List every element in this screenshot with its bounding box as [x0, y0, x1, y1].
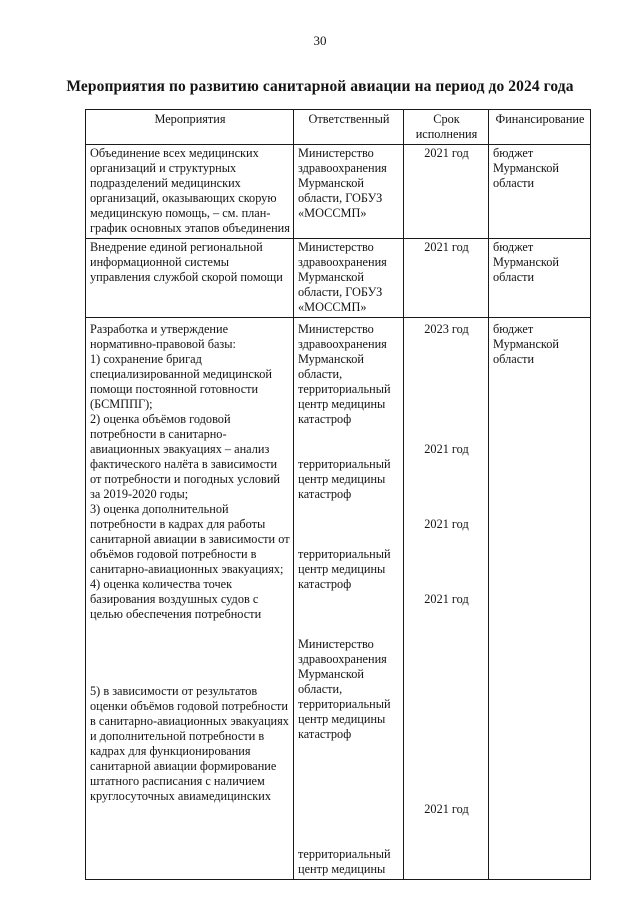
- deadline-5: 2021 год: [424, 802, 469, 816]
- page-number: 30: [313, 33, 327, 48]
- deadline-4: 2021 год: [424, 592, 469, 606]
- table-row: [86, 145, 591, 239]
- header-deadline: Срок исполнения: [404, 110, 489, 145]
- deadline-cell: 2021 год: [404, 145, 489, 239]
- funding-cell: [489, 318, 591, 880]
- table-header-row: [86, 110, 591, 145]
- funding-1: бюджет Мурманской области: [493, 322, 560, 366]
- responsible-4: Министерство здравоохранения Мурманской области, территориальный центр медицины катастроф: [298, 637, 391, 741]
- measure-item-2: 2) оценка объёмов годовой потребности в санитарно-авиационных эвакуациях – анализ фактического налёта в зависимости от потребности и погодных условий за 2019-2020 годы;: [90, 412, 281, 501]
- measure-item-4: 4) оценка количества точек базирования воздушных судов с целью обеспечения потребности: [90, 577, 262, 621]
- responsible-2: территориальный центр медицины катастроф: [298, 457, 391, 501]
- responsible-3: территориальный центр медицины катастроф: [298, 547, 391, 591]
- measure-cell: Внедрение единой региональной информационной системы управления службой скорой помощи: [86, 239, 294, 318]
- responsible-cell: Министерство здравоохранения Мурманской области, ГОБУЗ «МОССМП»: [294, 239, 404, 318]
- measures-table: [85, 109, 591, 880]
- measure-item-1: 1) сохранение бригад специализированной медицинской помощи постоянной готовности (БСМППГ);: [90, 352, 272, 411]
- deadline-1: 2023 год: [424, 322, 469, 336]
- measure-cell: [86, 318, 294, 880]
- header-funding: Финансирование: [489, 110, 591, 145]
- page-title: Мероприятия по развитию санитарной авиации на период до 2024 года: [66, 78, 574, 95]
- responsible-5: территориальный центр медицины: [298, 847, 391, 876]
- header-responsible: Ответственный: [294, 110, 404, 145]
- responsible-1: Министерство здравоохранения Мурманской области, территориальный центр медицины катастроф: [298, 322, 391, 426]
- deadline-2: 2021 год: [424, 442, 469, 456]
- table-row: [86, 318, 591, 880]
- funding-cell: бюджет Мурманской области: [489, 239, 591, 318]
- deadline-cell: 2021 год: [404, 239, 489, 318]
- responsible-cell: [294, 318, 404, 880]
- measure-cell: Объединение всех медицинских организаций и структурных подразделений медицинских организаций, оказывающих скорую медицинскую помощь, – см. план-график основных этапов объединения: [86, 145, 294, 239]
- measure-item-3: 3) оценка дополнительной потребности в кадрах для работы санитарной авиации в зависимости от объёмов годовой потребности в санитарно-авиационных эвакуациях;: [90, 502, 290, 576]
- deadline-3: 2021 год: [424, 517, 469, 531]
- responsible-cell: Министерство здравоохранения Мурманской области, ГОБУЗ «МОССМП»: [294, 145, 404, 239]
- table-row: [86, 239, 591, 318]
- funding-cell: бюджет Мурманской области: [489, 145, 591, 239]
- measure-intro: Разработка и утверждение нормативно-правовой базы:: [90, 322, 236, 351]
- measure-item-5: 5) в зависимости от результатов оценки объёмов годовой потребности в санитарно-авиационных эвакуациях и дополнительной потребности в кадрах для функционирования санитарной авиации формирование штатного расписания с наличием круглосуточных авиамедицинских: [90, 684, 289, 803]
- header-measures: Мероприятия: [86, 110, 294, 145]
- deadline-cell: [404, 318, 489, 880]
